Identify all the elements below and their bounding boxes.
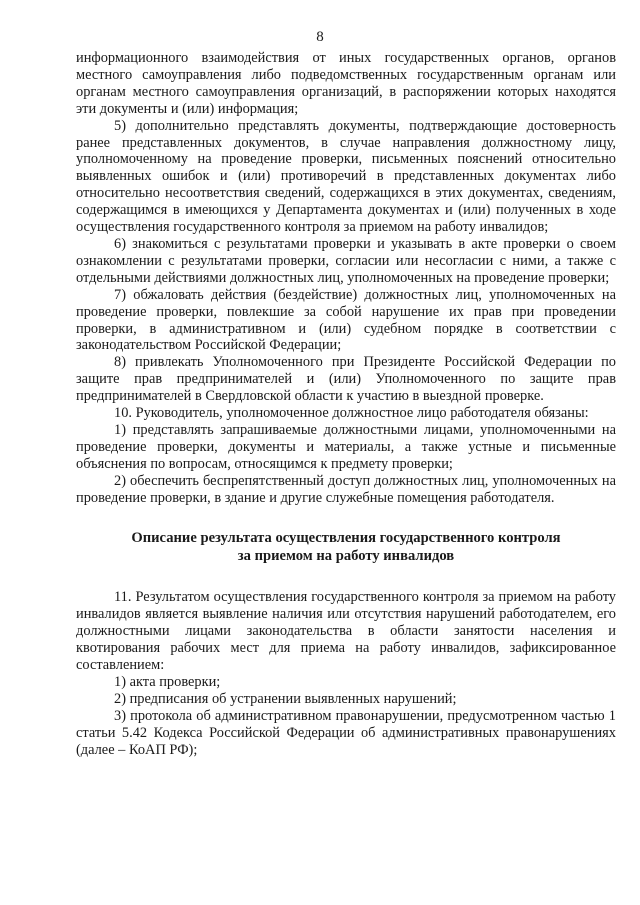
paragraph-clause-11-item-1: 1) акта проверки;: [114, 674, 221, 690]
paragraph-clause-10-item-1: 1) представлять запрашиваемые должностными лицами, уполномоченными на проведение проверки, документы и материалы, а также устные и письменные объяснения по вопросам, относящимся к предмету проверки;: [76, 421, 616, 472]
paragraph-item-6: 6) знакомиться с результатами проверки и указывать в акте проверки о своем ознакомлении с результатами проверки, согласии или несогласии с ними, а также с отдельными действиями должностных лиц, уполномоченных на проведение проверки;: [76, 235, 616, 286]
paragraph-item-7: 7) обжаловать действия (бездействие) должностных лиц, уполномоченных на проведение проверки, повлекшие за собой нарушение их прав при проведении проверки, в административном и (или) судебном порядке в соответствии с законодательством Российской Федерации;: [76, 286, 616, 354]
document-body: [76, 50, 616, 759]
section-heading: [76, 530, 616, 565]
paragraph-clause-11: 11. Результатом осуществления государственного контроля за приемом на работу инвалидов является выявление наличия или отсутствия нарушений работодателем, его должностными лицами законодательства в области занятости населения и квотирования рабочих мест для приема на работу инвалидов, зафиксированное составлением:: [76, 589, 616, 674]
paragraph-clause-10: 10. Руководитель, уполномоченное должностное лицо работодателя обязаны:: [114, 405, 589, 422]
paragraph-clause-10-item-2: 2) обеспечить беспрепятственный доступ должностных лиц, уполномоченных на проведение проверки, в здание и другие служебные помещения работодателя.: [76, 472, 616, 506]
paragraph-item-8: 8) привлекать Уполномоченного при Президенте Российской Федерации по защите прав предпринимателей и (или) Уполномоченного по защите прав предпринимателей в Свердловской области к участию в выездной проверке.: [76, 354, 616, 405]
paragraph-continuation: информационного взаимодействия от иных государственных органов, органов местного самоуправления либо подведомственных государственным органам или органам местного самоуправления организаций, в распоряжении которых находятся эти документы и (или) информация;: [76, 50, 616, 117]
paragraph-item-5: 5) дополнительно представлять документы, подтверждающие достоверность ранее представленных документов, в случае направления должностному лицу, уполномоченному на проведение проверки, письменных пояснений относительно выявленных ошибок и (или) противоречий в представленных документах либо относительно несоответствия сведений, содержащихся в этих документах, сведениям, содержащимся в имеющихся у Департамента документах и (или) полученных в ходе осуществления государственного контроля за приемом на работу инвалидов;: [76, 117, 616, 236]
page-number: 8: [316, 29, 324, 45]
section-heading-line-1: Описание результата осуществления государственного контроля: [131, 530, 561, 547]
paragraph-clause-11-item-2: 2) предписания об устранении выявленных нарушений;: [114, 690, 457, 707]
section-heading-line-2: за приемом на работу инвалидов: [237, 547, 455, 564]
paragraph-clause-11-item-3: 3) протокола об административном правонарушении, предусмотренном частью 1 статьи 5.42 Кодекса Российской Федерации об административных правонарушениях (далее – КоАП РФ);: [76, 707, 616, 758]
